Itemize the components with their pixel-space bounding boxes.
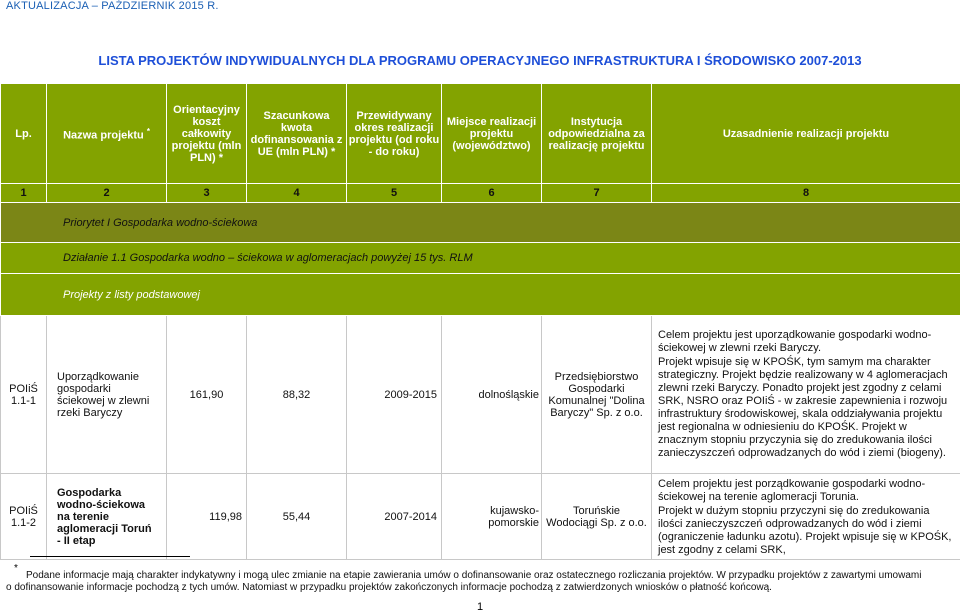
row-lp: POIiŚ 1.1-2 bbox=[1, 474, 47, 560]
column-numbers-row bbox=[1, 184, 960, 203]
row-koszt: 119,98 bbox=[167, 474, 247, 560]
table-row bbox=[1, 316, 960, 474]
col-lp: Lp. bbox=[1, 84, 47, 184]
row-koszt: 161,90 bbox=[167, 316, 247, 474]
row-miejsce: dolnośląskie bbox=[442, 316, 542, 474]
row-instytucja: Toruńskie Wodociągi Sp. z o.o. bbox=[542, 474, 652, 560]
row-nazwa: Uporządkowanie gospodarki ściekowej w zlewni rzeki Baryczy bbox=[47, 316, 167, 474]
col-number: 3 bbox=[167, 184, 247, 203]
justification-paragraph: Projekt w dużym stopniu przyczyni się do zredukowania ilości zanieczyszczeń odprowadzanych do wód i ziemi (ograniczenie ładunku azotu). Projekt wpisuje się w KPOŚK, jest zgodny z celami SRK, bbox=[658, 505, 952, 556]
col-kwota: Szacunkowa kwota dofinansowania z UE (mln PLN) * bbox=[247, 84, 347, 184]
col-number: 1 bbox=[1, 184, 47, 203]
row-instytucja: Przedsiębiorstwo Gospodarki Komunalnej "Dolina Baryczy" Sp. z o.o. bbox=[542, 316, 652, 474]
col-koszt: Orientacyjny koszt całkowity projektu (mln PLN) * bbox=[167, 84, 247, 184]
measure-row bbox=[1, 243, 960, 274]
footnote-line-2: o dofinansowanie informacje pochodzą z tych umów. Natomiast w przypadku projektów zakończonych informacje pochodzą z zatwierdzonych wniosków o płatność końcową. bbox=[6, 582, 772, 593]
justification-paragraph: Celem projektu jest porządkowanie gospodarki wodno-ściekowej na terenie aglomeracji Torunia. bbox=[658, 478, 926, 503]
row-okres: 2009-2015 bbox=[347, 316, 442, 474]
row-kwota: 88,32 bbox=[247, 316, 347, 474]
list-row bbox=[1, 274, 960, 316]
row-miejsce: kujawsko-pomorskie bbox=[442, 474, 542, 560]
update-header: AKTUALIZACJA – PAŹDZIERNIK 2015 R. bbox=[6, 0, 219, 12]
col-instytucja: Instytucja odpowiedzialna za realizację projektu bbox=[542, 84, 652, 184]
list-label: Projekty z listy podstawowej bbox=[1, 274, 960, 316]
footnote-mark: * bbox=[14, 563, 18, 574]
row-nazwa: Gospodarka wodno-ściekowa na terenie aglomeracji Toruń - II etap bbox=[47, 474, 167, 560]
col-number: 4 bbox=[247, 184, 347, 203]
row-kwota: 55,44 bbox=[247, 474, 347, 560]
table-row bbox=[1, 474, 960, 560]
col-number: 5 bbox=[347, 184, 442, 203]
justification-paragraph: Projekt wpisuje się w KPOŚK, tym samym ma charakter strategiczny. Projekt będzie realizowany w 4 aglomeracjach zlewni rzeki Baryczy. Ponadto projekt jest zgodny z celami SRK, NSRO oraz POIiŚ - w zakresie zapewnienia i rozwoju infrastruktury środowiskowej, skala oddziaływania projektu jest regionalna w odniesieniu do KPOŚK. Projekt w znacznym stopniu przyczynia się do zredukowania ilości zanieczyszczeń odprowadzanych do wód i ziemi (biogeny). bbox=[658, 355, 948, 459]
col-number: 7 bbox=[542, 184, 652, 203]
col-okres: Przewidywany okres realizacji projektu (od roku - do roku) bbox=[347, 84, 442, 184]
col-nazwa bbox=[47, 84, 167, 184]
row-uzasadnienie bbox=[652, 474, 960, 560]
row-uzasadnienie bbox=[652, 316, 960, 474]
col-number: 6 bbox=[442, 184, 542, 203]
projects-table bbox=[0, 83, 960, 560]
row-okres: 2007-2014 bbox=[347, 474, 442, 560]
col-number: 2 bbox=[47, 184, 167, 203]
col-number: 8 bbox=[652, 184, 960, 203]
justification-paragraph: Celem projektu jest uporządkowanie gospodarki wodno-ściekowej w zlewni rzeki Baryczy. bbox=[658, 328, 932, 354]
col-miejsce: Miejsce realizacji projektu (województwo) bbox=[442, 84, 542, 184]
page-number: 1 bbox=[476, 601, 484, 613]
measure-label: Działanie 1.1 Gospodarka wodno – ściekowa w aglomeracjach powyżej 15 tys. RLM bbox=[1, 243, 960, 274]
col-nazwa-mark: * bbox=[146, 126, 150, 136]
page-title: LISTA PROJEKTÓW INDYWIDUALNYCH DLA PROGRAMU OPERACYJNEGO INFRASTRUKTURA I ŚRODOWISKO 2007-2013 bbox=[98, 53, 862, 68]
row-lp: POIiŚ 1.1-1 bbox=[1, 316, 47, 474]
priority-label: Priorytet I Gospodarka wodno-ściekowa bbox=[1, 203, 960, 243]
col-uzasadnienie: Uzasadnienie realizacji projektu bbox=[652, 84, 960, 184]
footnote-line-1: Podane informacje mają charakter indykatywny i mogą ulec zmianie na etapie zawierania umów o dofinansowanie oraz ostatecznego rozliczania projektów. W przypadku projektów z zawartymi umowami bbox=[26, 570, 922, 581]
table-header-row bbox=[1, 84, 960, 184]
priority-row bbox=[1, 203, 960, 243]
footnote-divider bbox=[30, 556, 190, 557]
col-nazwa-label: Nazwa projektu bbox=[63, 129, 144, 142]
